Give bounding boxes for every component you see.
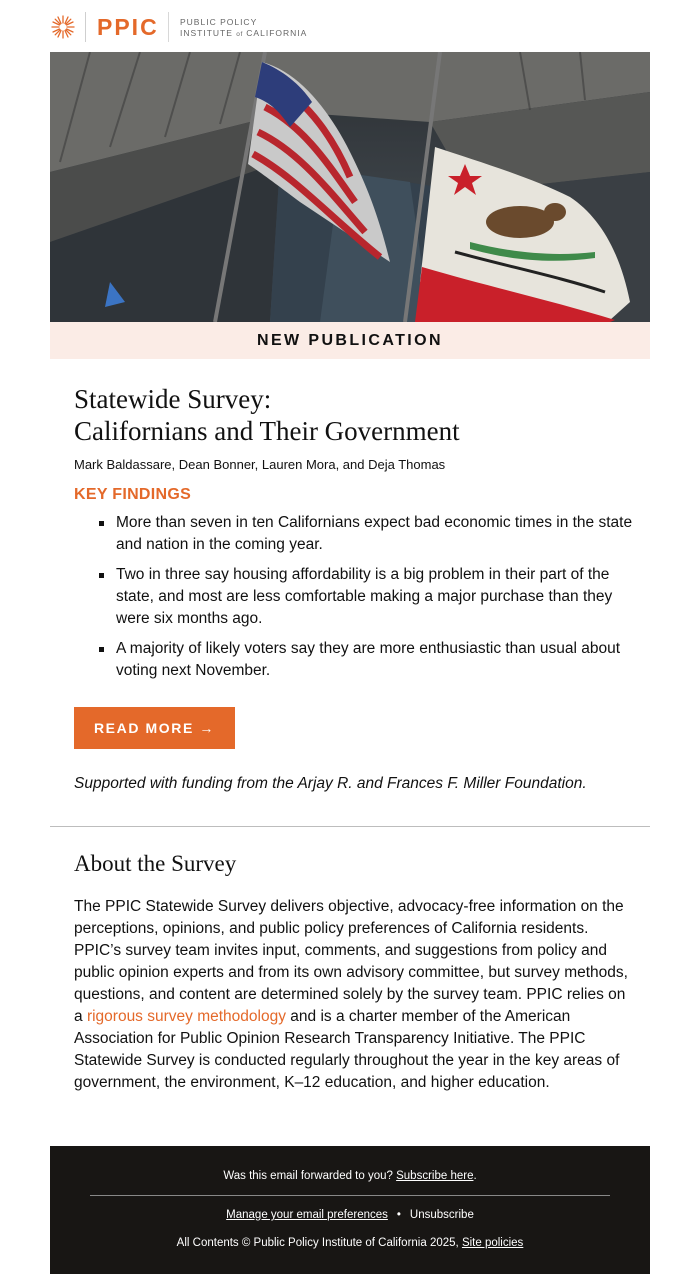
about-text-start: The PPIC Statewide Survey delivers objective, advocacy-free information on the perceptions, opinions, and public policy preferences of California residents. PPIC’s survey team invites input, comments, and suggestions from policy and public opinion experts and from its own advisory committee, but survey methods, questions, and content are determined solely by the survey team. PPIC relies on a	[74, 898, 628, 1025]
finding-item: More than seven in ten Californians expect bad economic times in the state and nation in the coming year.	[74, 512, 634, 556]
copyright-line	[50, 1237, 650, 1249]
flags-illustration	[50, 52, 650, 322]
logo-divider	[168, 12, 169, 42]
org-line-2-a: INSTITUTE	[180, 28, 233, 38]
about-paragraph	[74, 896, 634, 1094]
hero-image	[50, 52, 650, 322]
ppic-wordmark[interactable]: PPIC	[97, 14, 159, 40]
org-line-2-b: CALIFORNIA	[246, 28, 308, 38]
about-text-end: and is a charter member of the American Association for Public Opinion Research Transparency Initiative. The PPIC Statewide Survey is conducted regularly throughout the year in the key areas of government, the environment, K–12 education, and higher education.	[74, 1008, 620, 1091]
email-footer	[50, 1146, 650, 1274]
manage-preferences-link[interactable]: Manage your email preferences	[226, 1209, 388, 1221]
new-publication-banner: NEW PUBLICATION	[50, 322, 650, 359]
org-line-1: PUBLIC POLICY	[180, 17, 258, 27]
org-line-2-of: of	[236, 31, 243, 38]
title-line-1: Statewide Survey:	[74, 384, 272, 414]
key-findings-heading: KEY FINDINGS	[74, 486, 192, 503]
funding-note: Supported with funding from the Arjay R. and Frances F. Miller Foundation.	[74, 775, 587, 792]
ppic-sunburst-logo-icon	[51, 15, 75, 39]
footer-divider	[90, 1195, 610, 1196]
subscribe-link[interactable]: Subscribe here	[396, 1170, 474, 1182]
forwarded-line	[50, 1170, 650, 1182]
copyright-text: All Contents © Public Policy Institute of California 2025,	[176, 1237, 462, 1249]
authors: Mark Baldassare, Dean Bonner, Lauren Mora, and Deja Thomas	[74, 457, 446, 472]
organization-name	[180, 17, 307, 40]
key-findings-list	[74, 512, 634, 690]
forwarded-end: .	[473, 1170, 477, 1182]
read-more-button[interactable]: READ MORE →	[74, 707, 235, 749]
unsubscribe-link[interactable]: Unsubscribe	[409, 1209, 474, 1221]
email-header	[50, 0, 650, 52]
methodology-link[interactable]: rigorous survey methodology	[86, 1008, 286, 1025]
title-line-2: Californians and Their Government	[74, 416, 460, 446]
separator: •	[396, 1209, 401, 1221]
finding-item: A majority of likely voters say they are more enthusiastic than usual about voting next November.	[74, 638, 634, 682]
finding-item: Two in three say housing affordability is a big problem in their part of the state, and most are less comfortable making a major purchase than they were six months ago.	[74, 564, 634, 630]
section-divider	[50, 826, 650, 827]
site-policies-link[interactable]: Site policies	[461, 1237, 524, 1249]
org-line-2	[180, 28, 307, 40]
publication-title[interactable]	[74, 383, 634, 447]
forwarded-text: Was this email forwarded to you?	[223, 1170, 397, 1182]
logo-divider	[85, 12, 86, 42]
preferences-line	[50, 1209, 650, 1221]
about-heading: About the Survey	[74, 851, 237, 876]
